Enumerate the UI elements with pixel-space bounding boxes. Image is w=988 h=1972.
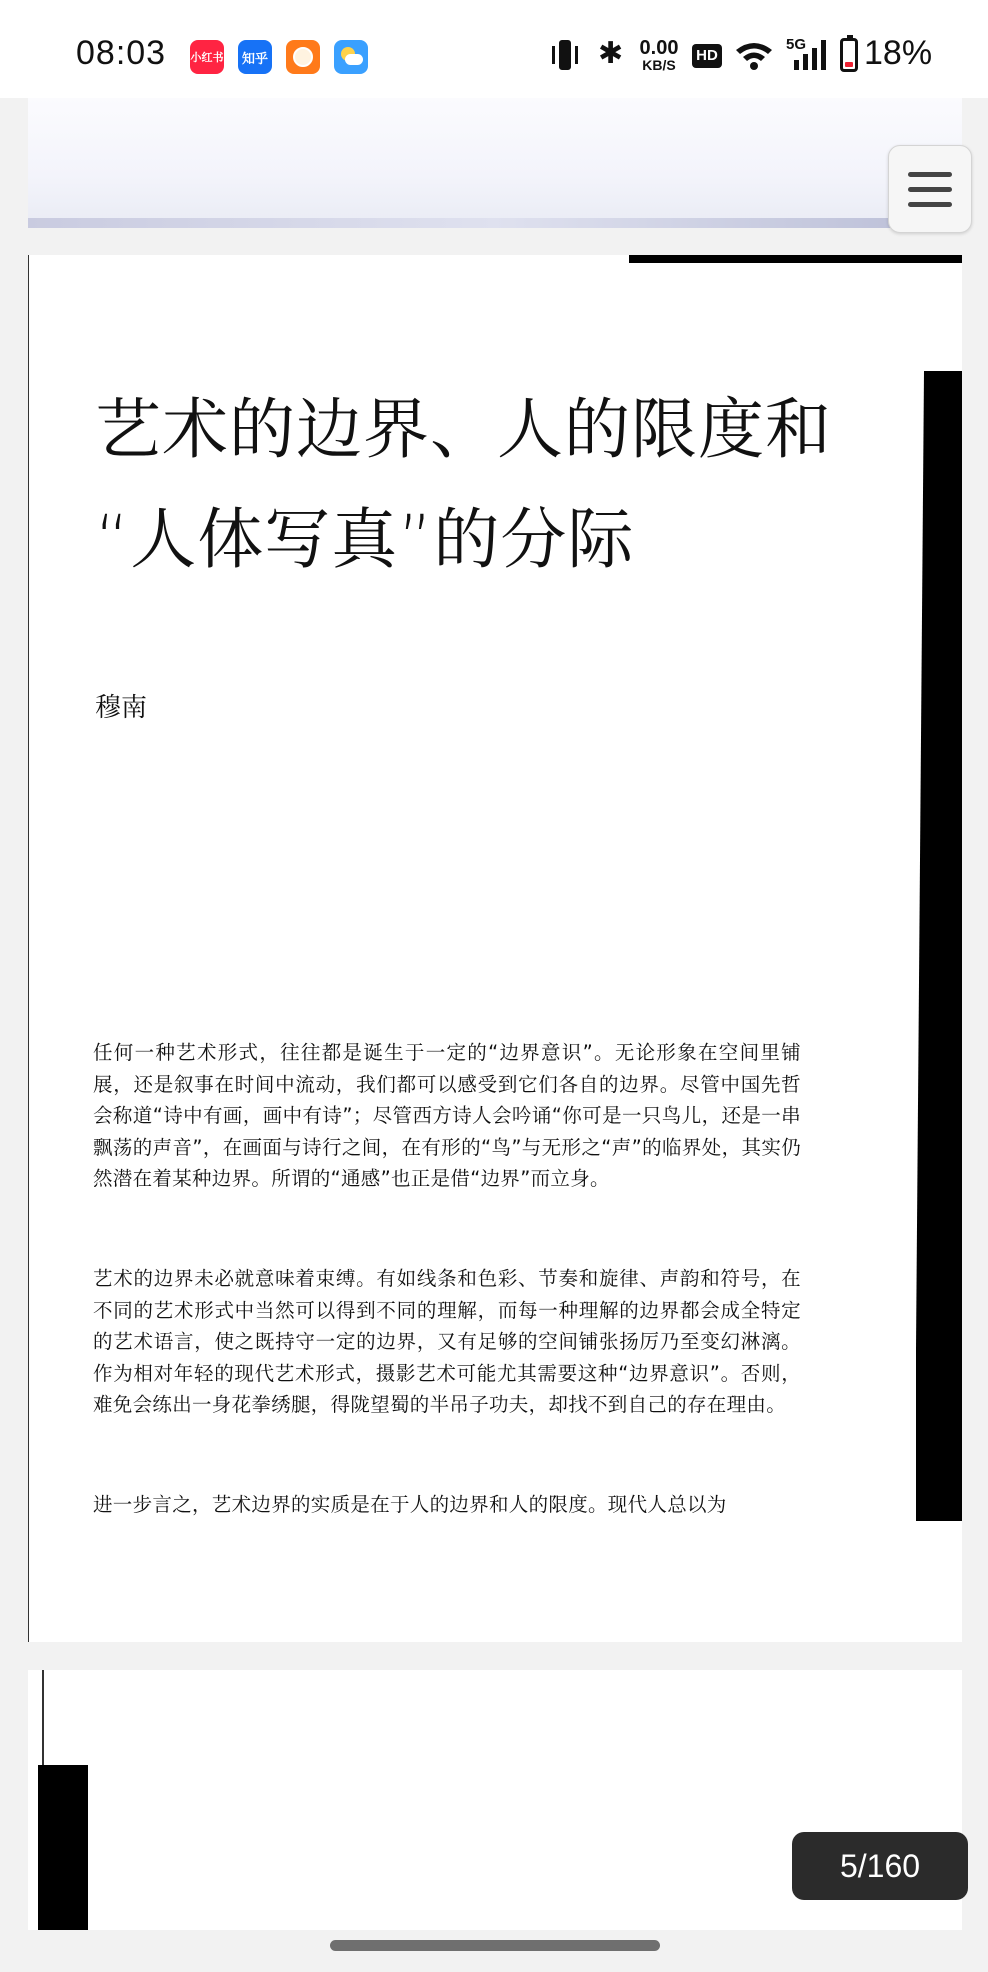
scan-edge: [28, 218, 962, 228]
scan-black-edge-taper: [916, 371, 924, 1521]
taobao-face-icon: [293, 47, 313, 67]
cloud-icon: [345, 54, 363, 65]
battery-percent: 18%: [864, 34, 933, 72]
hamburger-icon-bar: [908, 202, 952, 207]
wifi-icon: [734, 40, 774, 70]
battery-icon: [840, 38, 858, 72]
clock-time: 08:03: [76, 34, 167, 72]
weather-icon: [334, 40, 368, 74]
article-title: [95, 375, 855, 595]
title-line-2: “人体写真”的分际: [95, 501, 635, 578]
network-speed-unit: KB/S: [642, 57, 676, 73]
paragraph-1: 任何一种艺术形式，往往都是诞生于一定的“边界意识”。无论形象在空间里铺展，还是叙事在时间中流动，我们都可以感受到它们各自的边界。尽管中国先哲会称道“诗中有画，画中有诗”；尽管西方诗人会吟诵“你可是一只鸟儿，还是一串飘荡的声音”，在画面与诗行之间，在有形的“鸟”与无形之“声”的临界处，其实仍然潜在着某种边界。所谓的“通感”也正是借“边界”而立身。: [93, 1041, 801, 1190]
scan-top-rule: [629, 255, 962, 263]
home-indicator-bar[interactable]: [330, 1940, 660, 1951]
scan-black-edge: [924, 371, 962, 1521]
current-page[interactable]: [28, 255, 962, 1642]
xiaohongshu-icon-label: 小红书: [190, 51, 224, 64]
network-type-label: 5G: [786, 36, 807, 53]
scan-black-block: [38, 1765, 88, 1930]
vibrate-icon: [552, 38, 578, 74]
cellular-signal-icon: [786, 36, 832, 72]
hamburger-icon-bar: [908, 172, 952, 177]
status-bar: [0, 0, 988, 98]
previous-page[interactable]: [28, 98, 962, 228]
network-speed: [634, 38, 684, 74]
bluetooth-icon: ✱: [598, 36, 624, 71]
article-author: 穆南: [95, 693, 148, 723]
hamburger-icon-bar: [908, 187, 952, 192]
zhihu-icon: [238, 40, 272, 74]
paragraph-2: 艺术的边界未必就意味着束缚。有如线条和色彩、节奏和旋律、声韵和符号，在不同的艺术形式中当然可以得到不同的理解，而每一种理解的边界都会成全特定的艺术语言，使之既持守一定的边界，又有足够的空间铺张扬厉乃至变幻淋漓。作为相对年轻的现代艺术形式，摄影艺术可能尤其需要这种“边界意识”。否则，难免会练出一身花拳绣腿，得陇望蜀的半吊子功夫，却找不到自己的存在理由。: [93, 1267, 801, 1416]
title-line-1: 艺术的边界、人的限度和: [95, 391, 832, 468]
page-indicator: 5/160: [792, 1832, 968, 1900]
paragraph-3: 进一步言之，艺术边界的实质是在于人的边界和人的限度。现代人总以为: [93, 1493, 727, 1516]
menu-button[interactable]: [888, 145, 972, 233]
xiaohongshu-icon: [190, 40, 224, 74]
taobao-icon: [286, 40, 320, 74]
hd-badge: HD: [692, 44, 722, 68]
scan-edge-line: [42, 1670, 44, 1770]
network-speed-value: 0.00: [639, 37, 679, 59]
zhihu-icon-label: 知乎: [241, 51, 268, 67]
